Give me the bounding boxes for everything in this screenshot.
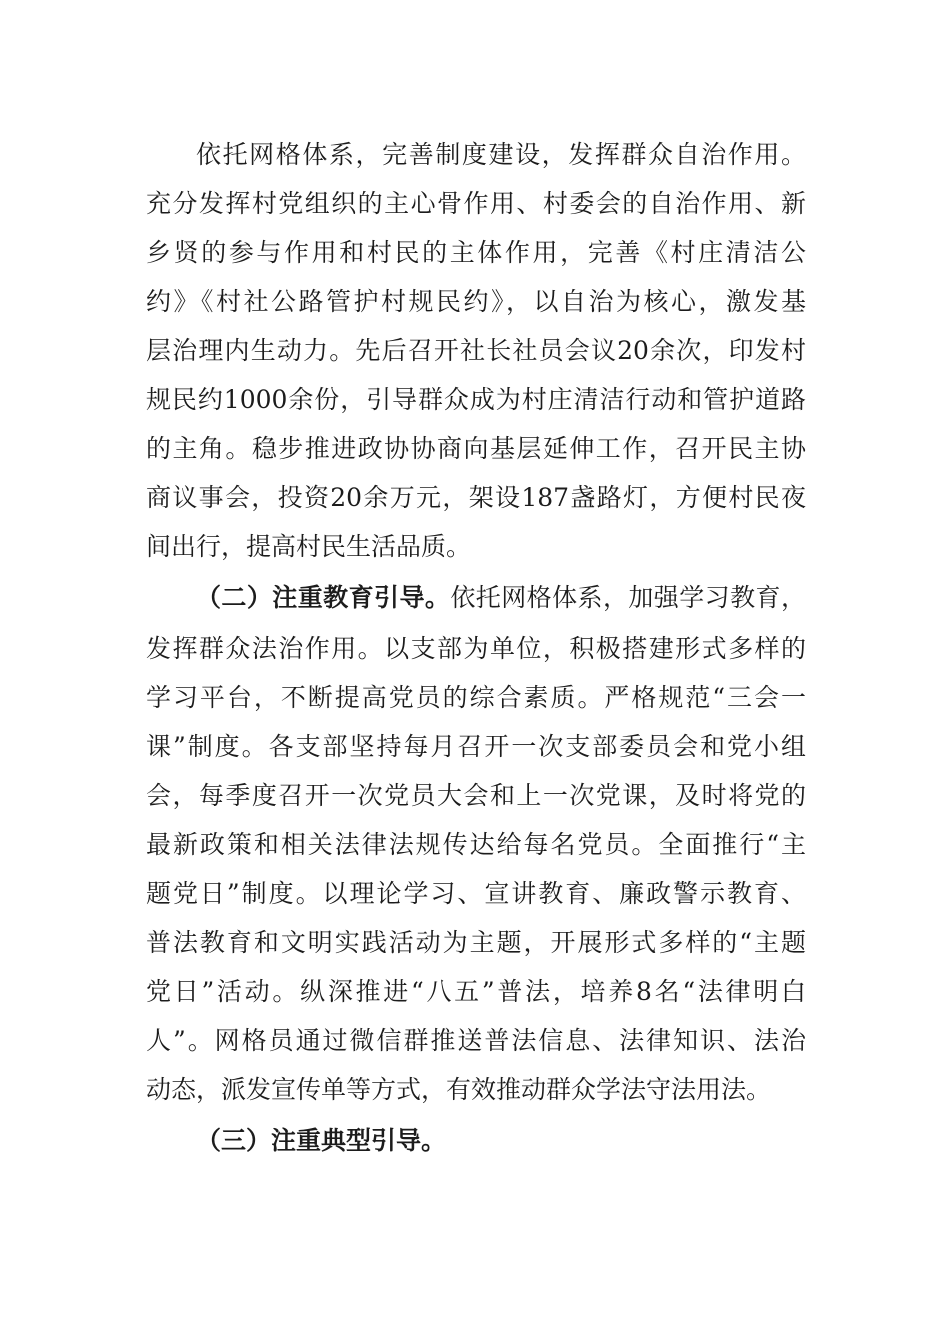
paragraph-1-line-5: 层治理内生动力。先后召开社长社员会议20余次，印发村: [146, 336, 806, 365]
section-3-heading-line: [196, 1123, 806, 1159]
section-2-line-2: 发挥群众法治作用。以支部为单位，积极搭建形式多样的: [146, 634, 806, 663]
paragraph-1-line-6: 规民约1000余份，引导群众成为村庄清洁行动和管护道路: [146, 385, 806, 414]
section-2-line-5: 会，每季度召开一次党员大会和上一次党课，及时将党的: [146, 781, 806, 810]
section-2-heading: （二）注重教育引导。: [196, 583, 451, 612]
section-2-line-10: 人”。网格员通过微信群推送普法信息、法律知识、法治: [146, 1026, 806, 1055]
paragraph-1-line-7: 的主角。稳步推进政协协商向基层延伸工作，召开民主协: [146, 434, 806, 463]
section-2-line-4: 课”制度。各支部坚持每月召开一次支部委员会和党小组: [146, 732, 806, 761]
paragraph-1-line-4: 约》《村社公路管护村规民约》，以自治为核心，激发基: [146, 287, 806, 316]
section-2-line-8: 普法教育和文明实践活动为主题，开展形式多样的“主题: [146, 928, 806, 957]
section-2-first-line-text: 依托网格体系，加强学习教育，: [450, 583, 806, 612]
section-2-line-7: 题党日”制度。以理论学习、宣讲教育、廉政警示教育、: [146, 879, 806, 908]
paragraph-1-line-9: 间出行，提高村民生活品质。: [146, 532, 472, 561]
section-2-line-6: 最新政策和相关法律法规传达给每名党员。全面推行“主: [146, 830, 806, 859]
paragraph-1-line-8: 商议事会，投资20余万元，架设187盏路灯，方便村民夜: [146, 483, 806, 512]
paragraph-1-line-3: 乡贤的参与作用和村民的主体作用，完善《村庄清洁公: [146, 238, 806, 267]
section-2-line-9: 党日”活动。纵深推进“八五”普法，培养8名“法律明白: [146, 977, 806, 1006]
section-2-line-3: 学习平台，不断提高党员的综合素质。严格规范“三会一: [146, 683, 806, 712]
paragraph-1-line-1: 依托网格体系，完善制度建设，发挥群众自治作用。: [196, 140, 806, 169]
section-3-heading: （三）注重典型引导。: [196, 1126, 447, 1155]
section-2-line-11: 动态，派发宣传单等方式，有效推动群众学法守法用法。: [146, 1075, 772, 1104]
paragraph-1-line-2: 充分发挥村党组织的主心骨作用、村委会的自治作用、新: [146, 189, 806, 218]
section-2-first-line: [196, 580, 806, 616]
